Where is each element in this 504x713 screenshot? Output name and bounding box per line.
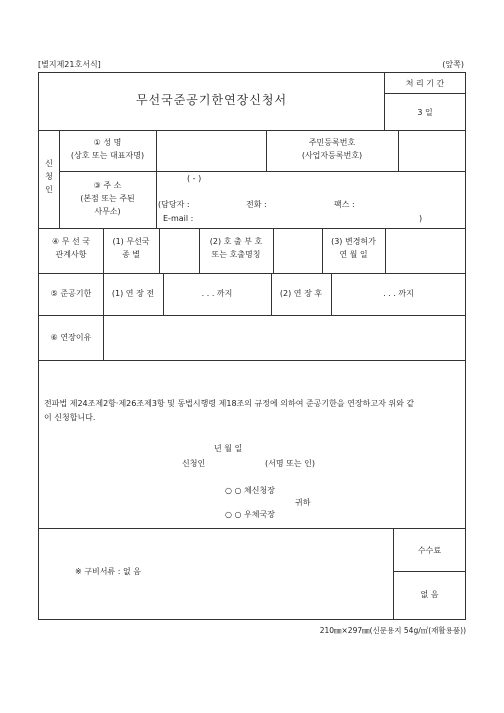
email-field[interactable]: E-mail : [163, 214, 194, 223]
before-extension-value[interactable]: . . . 까지 [201, 289, 233, 298]
station-type-label-2: 종 별 [122, 250, 140, 259]
name-sublabel: (상호 또는 대표자명) [70, 151, 145, 160]
applicant-signature-label: 신청인 [182, 459, 206, 468]
fee-value: 없 음 [420, 590, 439, 599]
application-form [38, 72, 466, 620]
applicant-label-1: 신 [45, 159, 53, 168]
deadline-section-label: ⑤ 준공기한 [50, 289, 92, 298]
paper-spec-footer: 210㎜×297㎜(신문용지 54g/㎡(재활용품)) [319, 626, 466, 635]
after-extension-value[interactable]: . . . 까지 [383, 289, 414, 298]
address-sublabel-1: (본점 또는 주된 [80, 194, 135, 203]
form-number: [별지제21호서식] [38, 60, 101, 69]
phone-field[interactable]: 전화 : [246, 200, 267, 209]
recipient-2: ○ ○ 우체국장 [225, 510, 275, 519]
form-title: 무선국준공기한연장신청서 [135, 93, 288, 107]
required-documents: ※ 구비서류 : 없 음 [75, 567, 141, 576]
statement-line-1: 전파법 제24조제2항·제26조제3항 및 동법시행령 제18조의 규정에 의하여 준공기한을 연장하고자 위와 같 [44, 399, 415, 408]
applicant-label-3: 인 [45, 185, 53, 194]
applicant-label-2: 청 [45, 172, 53, 181]
statement-line-2: 이 신청합니다. [44, 413, 96, 422]
registration-number-label: 주민등록번호 [308, 138, 356, 147]
recipient-honorific: 귀하 [295, 498, 311, 507]
postal-code-field[interactable]: ( - ) [187, 174, 202, 183]
address-label: ③ 주 소 [93, 181, 122, 190]
address-sublabel-2: 사무소) [94, 207, 121, 216]
contact-close-paren: ) [419, 214, 423, 223]
recipient-1: ○ ○ 체신청장 [225, 486, 275, 495]
name-label: ① 성 명 [93, 138, 122, 147]
call-sign-label-1: (2) 호 출 부 호 [209, 237, 263, 246]
change-permit-label-2: 연 월 일 [339, 250, 368, 259]
contact-person-field[interactable]: (담당자 : [158, 200, 190, 209]
signature-placeholder: (서명 또는 인) [265, 459, 315, 468]
station-section-label-1: ④ 무 선 국 [52, 237, 90, 246]
after-extension-label: (2) 연 장 후 [279, 289, 323, 298]
before-extension-label: (1) 연 장 전 [111, 289, 155, 298]
station-type-label-1: (1) 무선국 [112, 237, 150, 246]
fee-label: 수수료 [417, 546, 442, 555]
station-section-label-2: 관계사항 [55, 250, 87, 259]
page-side-label: (앞쪽) [442, 60, 464, 69]
processing-period-label: 처 리 기 간 [405, 79, 445, 88]
fax-field[interactable]: 팩스 : [334, 200, 355, 209]
reason-section-label: ⑥ 연장이유 [50, 333, 92, 342]
change-permit-label-1: (3) 변경허가 [331, 237, 376, 246]
processing-period-value: 3 일 [417, 108, 433, 117]
application-date: 년 월 일 [214, 444, 243, 453]
call-sign-label-2: 또는 호출명칭 [211, 250, 261, 259]
registration-number-sublabel: (사업자등록번호) [301, 151, 363, 160]
